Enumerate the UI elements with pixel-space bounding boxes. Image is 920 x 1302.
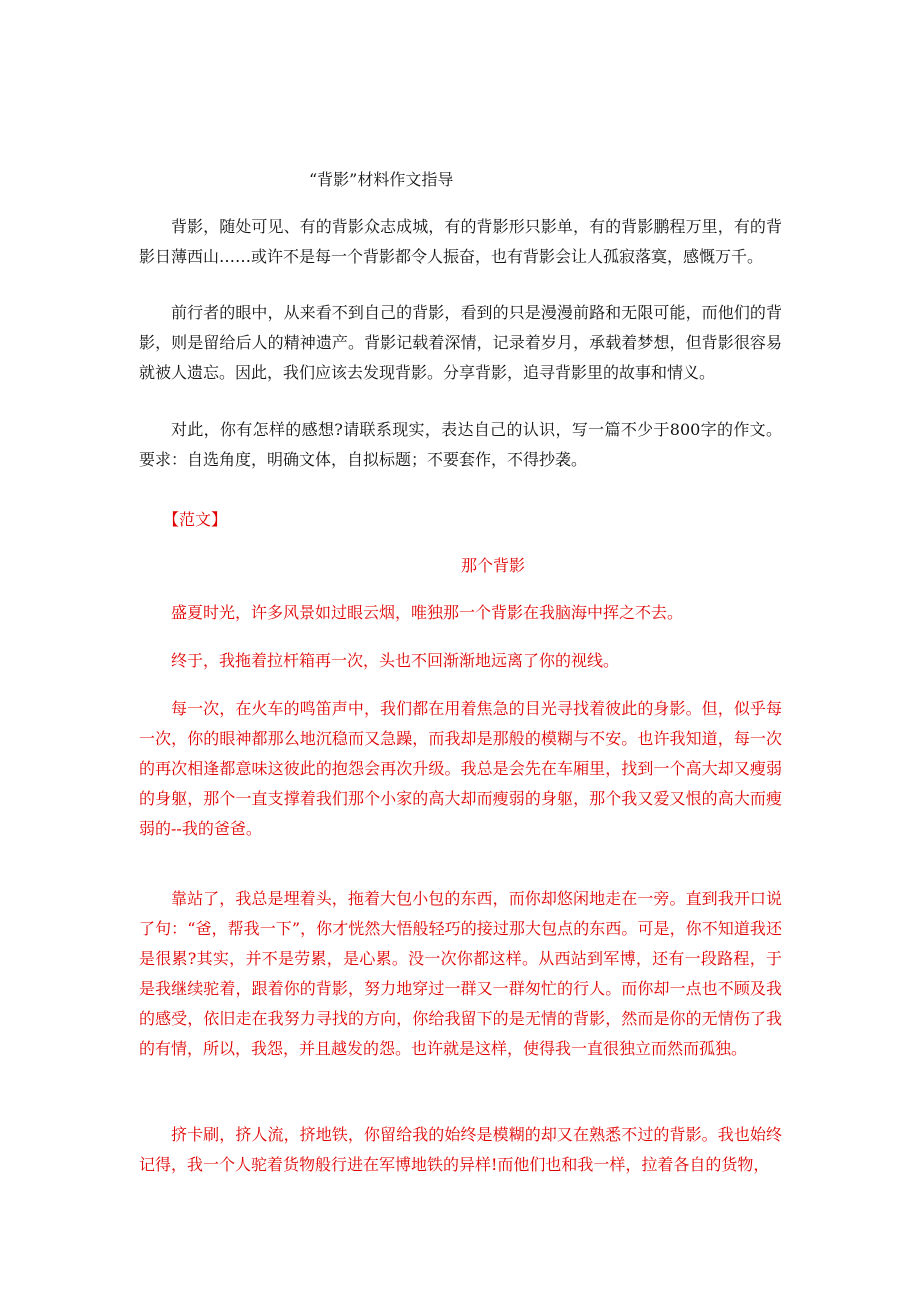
- essay-paragraph-1: 盛夏时光，许多风景如过眼云烟，唯独那一个背影在我脑海中挥之不去。: [171, 603, 684, 622]
- essay-title: 那个背影: [461, 556, 526, 575]
- essay-paragraph-4: 靠站了，我总是埋着头，拖着大包小包的东西，而你却悠闲地走在一旁。直到我开口说了句：“爸，帮我一下”，你才恍然大悟般轻巧的接过那大包点的东西。可是，你不知道我还是很累?其实，并不是劳累，是心累。没一次你都这样。从西站到军博，还有一段路程，于是我继续驼着，跟着你的背影，努力地穿过一群又一群匆忙的行人。而你却一点也不顾及我的感受，依旧走在我努力寻找的方向，你给我留下的是无情的背影，然而是你的无情伤了我的有情，所以，我怨，并且越发的怨。也许就是这样，使得我一直很独立而然而孤独。: [139, 889, 782, 1058]
- document-title: “背影”材料作文指导: [309, 170, 454, 189]
- sample-essay-label: 【范文】: [163, 510, 228, 529]
- prompt-paragraph-1: 背影，随处可见、有的背影众志成城，有的背影形只影单，有的背影鹏程万里，有的背影日薄西山……或许不是每一个背影都令人振奋，也有背影会让人孤寂落寞，感慨万千。: [139, 217, 782, 266]
- essay-paragraph-5: 挤卡刷，挤人流，挤地铁，你留给我的始终是模糊的却又在熟悉不过的背影。我也始终记得，我一个人驼着货物般行进在军博地铁的异样!而他们也和我一样，拉着各自的货物，: [139, 1125, 782, 1174]
- essay-paragraph-3: 每一次，在火车的鸣笛声中，我们都在用着焦急的目光寻找着彼此的身影。但，似乎每一次，你的眼神都那么地沉稳而又急躁，而我却是那般的模糊与不安。也许我知道，每一次的再次相逢都意味这彼此的抱怨会再次升级。我总是会先在车厢里，找到一个高大却又瘦弱的身躯，那个一直支撑着我们那个小家的高大却而瘦弱的身躯，那个我又爱又恨的高大而瘦弱的--我的爸爸。: [139, 699, 782, 838]
- essay-paragraph-2: 终于，我拖着拉杆箱再一次，头也不回渐渐地远离了你的视线。: [171, 651, 620, 670]
- prompt-paragraph-2: 前行者的眼中，从来看不到自己的背影，看到的只是漫漫前路和无限可能，而他们的背影，则是留给后人的精神遗产。背影记载着深情，记录着岁月，承载着梦想，但背影很容易就被人遗忘。因此，我们应该去发现背影。分享背影，追寻背影里的故事和情义。: [139, 303, 782, 382]
- prompt-paragraph-3: 对此，你有怎样的感想?请联系现实，表达自己的认识，写一篇不少于800字的作文。要求：自选角度，明确文体，自拟标题；不要套作，不得抄袭。: [139, 420, 782, 469]
